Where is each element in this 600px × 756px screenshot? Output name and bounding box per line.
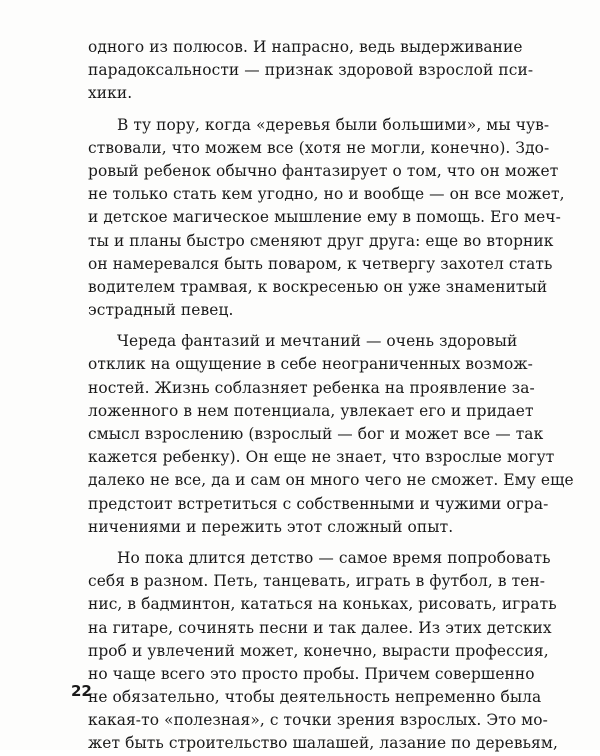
text-line: на гитаре, сочинять песни и так далее. Из этих детских [88,618,552,637]
text-line: Но пока длится детство — самое время попробовать [117,548,551,567]
text-line: Череда фантазий и мечтаний — очень здоровый [117,332,518,351]
paragraph-4 [88,547,558,756]
text-line: отклик на ощущение в себе неограниченных возмож- [88,355,533,374]
text-line: но чаще всего это просто пробы. Причем совершенно [88,664,535,683]
text-line: не обязательно, чтобы деятельность непременно была [88,688,542,707]
text-line: и детское магическое мышление ему в помощь. Его меч- [88,208,561,227]
text-line: проб и увлечений может, конечно, вырасти профессия, [88,641,549,660]
text-line: парадоксальности — признак здоровой взрослой пси- [88,61,534,80]
text-line: смысл взрослению (взрослый — бог и может все — так [88,425,544,443]
text-line: ровый ребенок обычно фантазирует о том, что он может [88,161,559,180]
text-line: хики. [88,84,133,103]
text-line: ложенного в нем потенциала, увлекает его и придает [88,401,534,420]
paragraph-2 [88,114,565,323]
text-line: не только стать кем угодно, но и вообще — он все может, [88,185,565,204]
body-text [88,36,574,756]
text-line: он намеревался быть поваром, к четвергу захотел стать [88,254,553,273]
text-line: ты и планы быстро сменяют друг друга: еще во вторник [88,231,554,250]
paragraph-1 [88,36,534,106]
text-line: жет быть строительство шалашей, лазание по деревьям, [88,734,558,753]
text-line: нис, в бадминтон, кататься на коньках, рисовать, играть [88,595,557,614]
text-line: далеко не все, да и сам он много чего не сможет. Ему еще [88,471,574,490]
text-line: водителем трамвая, к воскресенью он уже знаменитый [88,277,548,296]
text-line: предстоит встретиться с собственными и чужими огра- [88,494,549,513]
text-line: одного из полюсов. И напрасно, ведь выдерживание [88,38,523,56]
page-number: 22 [71,682,92,700]
text-line: ностей. Жизнь соблазняет ребенка на проявление за- [88,378,535,397]
text-line: ничениями и пережить этот сложный опыт. [88,517,454,536]
paragraph-3 [88,330,574,539]
text-line: себя в разном. Петь, танцевать, играть в футбол, в тен- [88,572,546,591]
text-line: ствовали, что можем все (хотя не могли, конечно). Здо- [88,138,550,157]
text-line: эстрадный певец. [88,301,234,320]
text-line: кажется ребенку). Он еще не знает, что взрослые могут [88,448,555,467]
text-line: какая-то «полезная», с точки зрения взрослых. Это мо- [88,711,548,730]
text-line: В ту пору, когда «деревья были большими», мы чув- [117,115,550,134]
